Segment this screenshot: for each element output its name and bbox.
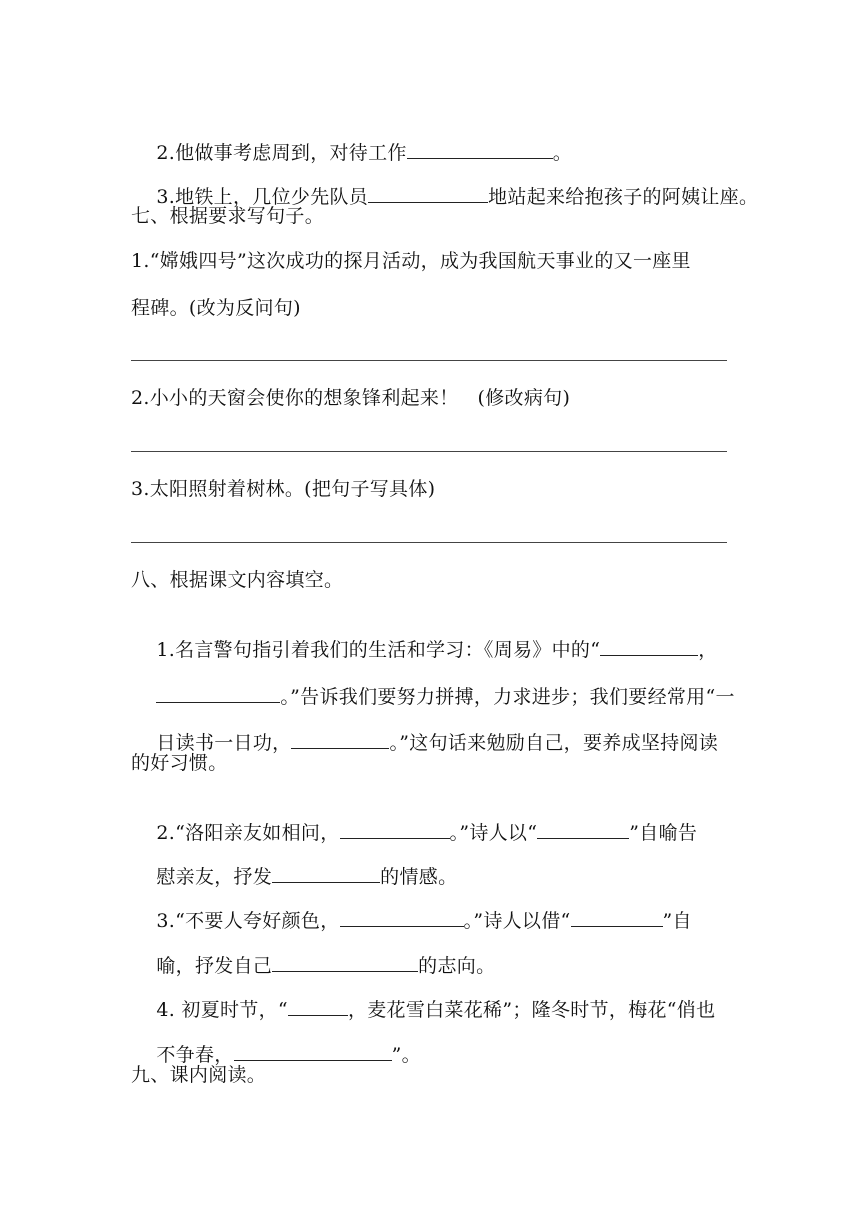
q8-1-text2: 。”告诉我们要努力拼搏，力求进步；我们要经常用“一: [280, 686, 735, 708]
q8-4-text2: ，麦花雪白菜花稀”；隆冬时节，梅花“俏也: [347, 999, 716, 1021]
q7-3: 3.太阳照射着树林。(把句子写具体): [131, 478, 436, 500]
answer-blank[interactable]: [156, 684, 280, 703]
q8-4-text3: 不争春，: [156, 1044, 234, 1066]
q8-2-text: 2.“洛阳亲友如相问，: [156, 822, 340, 844]
q6-2-text: 2.他做事考虑周到，对待工作: [156, 142, 407, 164]
answer-blank[interactable]: [600, 637, 698, 656]
q6-3-text: 3.地铁上，几位少先队员: [156, 186, 369, 208]
q8-2-text5: 的情感。: [380, 866, 458, 888]
answer-blank[interactable]: [272, 864, 380, 883]
q8-3-text4: 喻，抒发自己: [156, 955, 273, 977]
q8-2-text4: 慰亲友，抒发: [156, 866, 273, 888]
answer-blank[interactable]: [288, 997, 348, 1016]
answer-blank[interactable]: [571, 908, 663, 927]
q8-3-text5: 的志向。: [418, 955, 496, 977]
q8-4-text4: ”。: [391, 1044, 421, 1066]
q8-1-text4: 。”这句话来勉励自己，要养成坚持阅读: [389, 732, 719, 754]
q8-3-text2: 。”诗人以借“: [463, 910, 571, 932]
q8-3-text: 3.“不要人夸好颜色，: [156, 910, 340, 932]
answer-line[interactable]: [131, 451, 727, 452]
answer-blank[interactable]: [340, 820, 450, 839]
q8-1-comma: ，: [698, 639, 718, 661]
answer-blank[interactable]: [407, 140, 553, 159]
section-8-heading: 八、根据课文内容填空。: [131, 569, 344, 591]
q7-2: 2.小小的天窗会使你的想象锋利起来！ (修改病句): [131, 387, 571, 409]
answer-line[interactable]: [131, 542, 727, 543]
answer-blank[interactable]: [291, 730, 389, 749]
section-7-heading: 七、根据要求写句子。: [131, 205, 325, 227]
q8-1-line4: 的好习惯。: [131, 752, 228, 774]
section-9-heading: 九、课内阅读。: [131, 1064, 267, 1086]
q8-2-text2: 。”诗人以“: [449, 822, 538, 844]
answer-blank[interactable]: [272, 953, 418, 972]
q8-1-text: 1.名言警句指引着我们的生活和学习：《周易》中的“: [156, 639, 601, 661]
q8-3-text3: ”自: [662, 910, 692, 932]
q8-1-text3: 日读书一日功，: [156, 732, 292, 754]
answer-line[interactable]: [131, 360, 727, 361]
q6-2-end: 。: [552, 142, 573, 164]
q8-2-text3: ”自喻告: [629, 822, 698, 844]
q8-4-text: 4. 初夏时节，“: [156, 999, 288, 1021]
q7-1-line1: 1.“嫦娥四号”这次成功的探月活动，成为我国航天事业的又一座里: [131, 250, 691, 272]
q7-1-line2: 程碑。(改为反问句): [131, 297, 301, 319]
answer-blank[interactable]: [368, 184, 488, 203]
answer-blank[interactable]: [234, 1042, 392, 1061]
q6-3-end: 地站起来给抱孩子的阿姨让座。: [488, 186, 759, 208]
answer-blank[interactable]: [537, 820, 629, 839]
answer-blank[interactable]: [340, 908, 464, 927]
